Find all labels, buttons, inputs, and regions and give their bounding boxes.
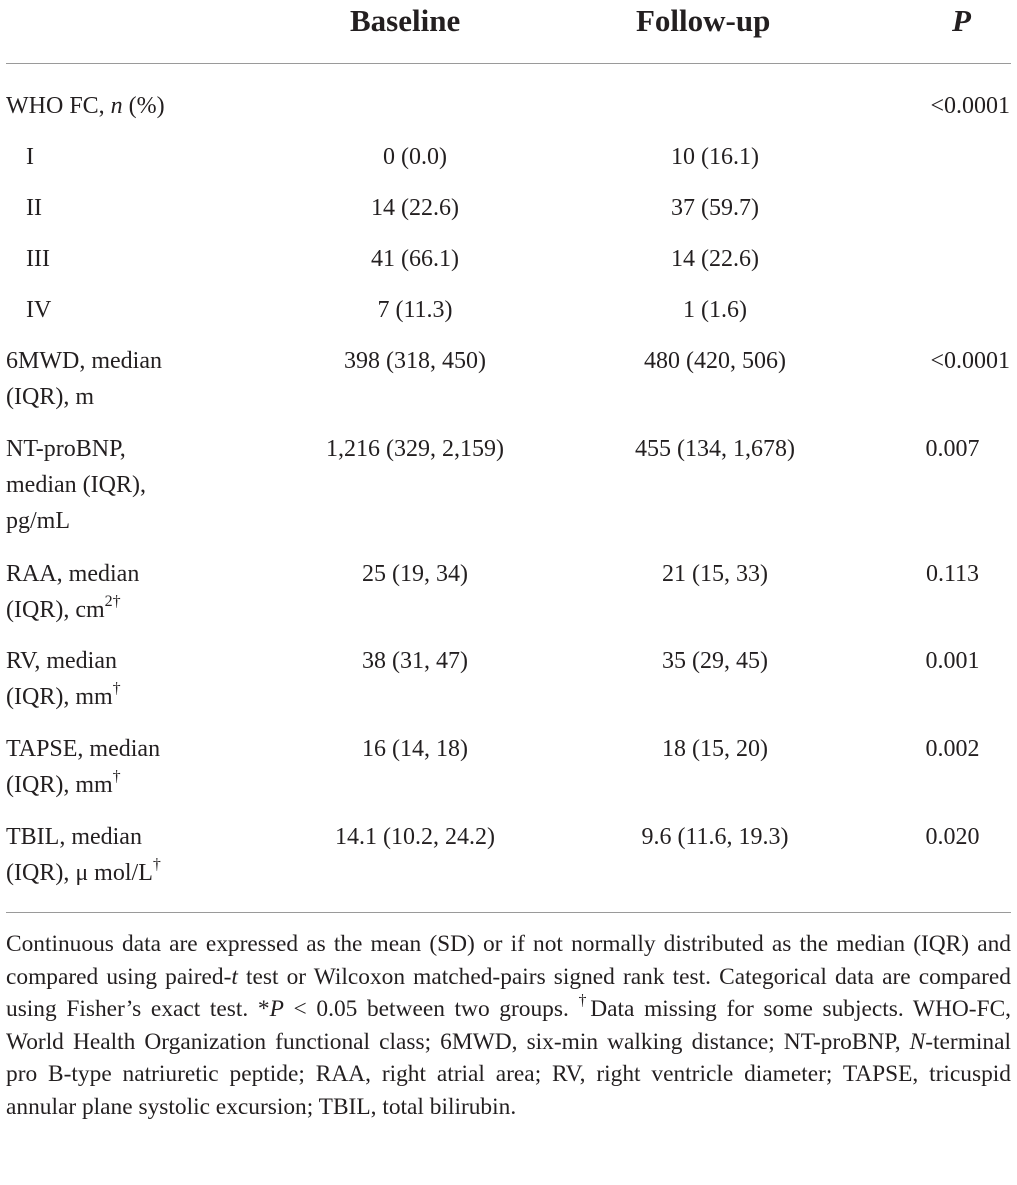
row-label-tapse-line1: TAPSE, median: [6, 736, 161, 762]
table-footnote: Continuous data are expressed as the mean (SD) or if not normally distributed as the median (IQR) and compared using paired-t test or Wilcoxon matched-pairs signed rank test. Categorical data are compared using Fisher’s exact test. *P < 0.05 between two groups. †Data missing for some subjects. WHO-FC, World Health Organization functional class; 6MWD, six-min walking distance; NT-proBNP, N-terminal pro B-type natriuretic peptide; RAA, right atrial area; RV, right ventricle diameter; TAPSE, tricuspid annular plane systolic excursion; TBIL, total bilirubin.: [6, 931, 1012, 1120]
rv-baseline: 38 (31, 47): [362, 648, 468, 674]
tbil-followup: 9.6 (11.6, 19.3): [641, 824, 789, 850]
row-label-who-fc: WHO FC, n (%): [6, 93, 165, 119]
i-baseline: 0 (0.0): [383, 144, 447, 170]
iii-followup: 14 (22.6): [671, 246, 759, 272]
ntprobnp-p: 0.007: [925, 436, 980, 462]
raa-sup-2: 2: [104, 593, 113, 610]
ii-baseline: 14 (22.6): [371, 195, 459, 221]
header-p: P: [952, 3, 971, 38]
iv-baseline: 7 (11.3): [377, 297, 453, 323]
footnote-dagger: †: [578, 992, 591, 1010]
table-top-rule: [6, 63, 1011, 64]
tbil-dagger: †: [152, 856, 161, 873]
header-baseline: Baseline: [350, 3, 461, 38]
ii-followup: 37 (59.7): [671, 195, 759, 221]
row-label-rv-line1: RV, median: [6, 648, 117, 674]
i-followup: 10 (16.1): [671, 144, 759, 170]
tbil-baseline: 14.1 (10.2, 24.2): [335, 824, 495, 850]
row-label-tbil-line2: (IQR), μ mol/L†: [6, 856, 161, 886]
row-label-ntprobnp-line1: NT-proBNP,: [6, 436, 126, 462]
tapse-baseline: 16 (14, 18): [362, 736, 468, 762]
row-label-ntprobnp-line3: pg/mL: [6, 508, 70, 534]
ntprobnp-baseline: 1,216 (329, 2,159): [326, 436, 504, 462]
raa-dagger: †: [112, 593, 121, 610]
row-label-i: I: [26, 144, 34, 170]
raa-p: 0.113: [925, 561, 980, 587]
rv-dagger: †: [112, 680, 121, 697]
row-label-tbil-line1: TBIL, median: [6, 824, 142, 850]
who-fc-p: <0.0001: [930, 93, 1010, 119]
raa-followup: 21 (15, 33): [662, 561, 768, 587]
row-label-iii: III: [26, 246, 50, 272]
rv-p: 0.001: [925, 648, 980, 674]
row-label-ii: II: [26, 195, 42, 221]
tapse-dagger: †: [112, 768, 121, 785]
ntprobnp-followup: 455 (134, 1,678): [635, 436, 795, 462]
6mwd-baseline: 398 (318, 450): [344, 348, 486, 374]
iv-followup: 1 (1.6): [683, 297, 747, 323]
raa-baseline: 25 (19, 34): [362, 561, 468, 587]
tapse-p: 0.002: [925, 736, 980, 762]
row-label-6mwd-line2: (IQR), m: [6, 384, 94, 410]
row-label-rv-line2: (IQR), mm†: [6, 680, 121, 710]
row-label-raa-line2: (IQR), $cm^{2\dagger}$: [6, 593, 121, 623]
tbil-p: 0.020: [925, 824, 980, 850]
row-label-iv: IV: [26, 297, 52, 323]
row-label-tapse-line2: (IQR), mm†: [6, 768, 121, 798]
rv-followup: 35 (29, 45): [662, 648, 768, 674]
row-label-raa-line1: RAA, median: [6, 561, 140, 587]
tapse-followup: 18 (15, 20): [662, 736, 768, 762]
row-label-ntprobnp-line2: median (IQR),: [6, 472, 146, 498]
table-bottom-rule: [6, 912, 1011, 913]
6mwd-p: <0.0001: [930, 348, 1010, 374]
6mwd-followup: 480 (420, 506): [644, 348, 786, 374]
row-label-6mwd-line1: 6MWD, median: [6, 348, 162, 374]
iii-baseline: 41 (66.1): [371, 246, 459, 272]
header-followup: Follow-up: [636, 3, 771, 38]
